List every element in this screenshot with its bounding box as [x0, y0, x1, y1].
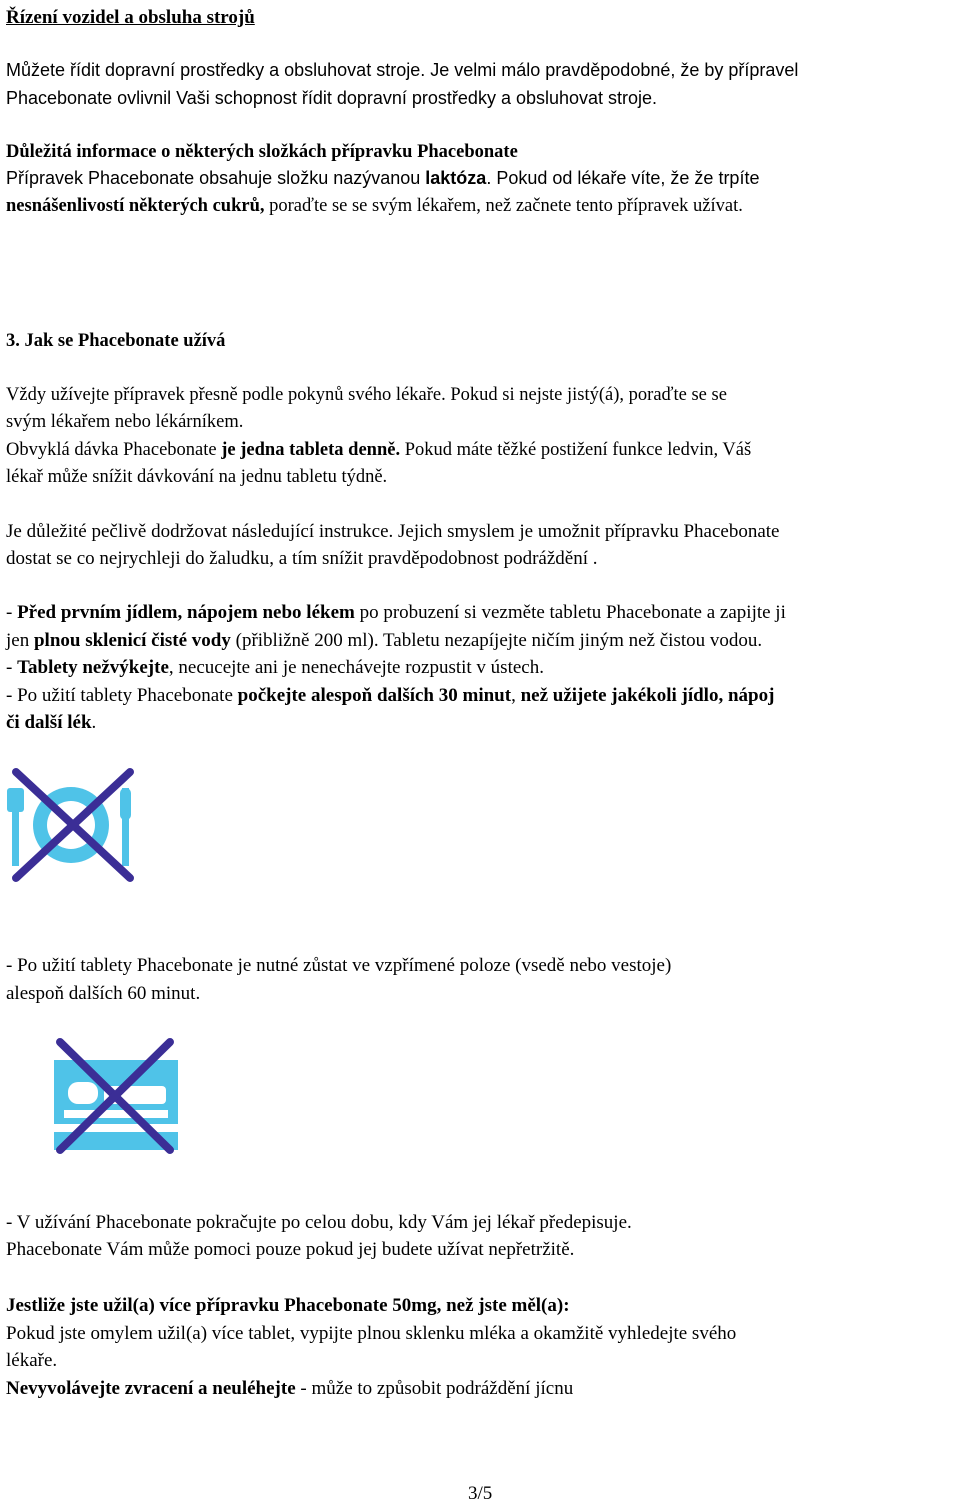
instruction-line: jen plnou sklenicí čisté vody (přibližně 200 ml). Tabletu nezapíjejte ničím jiným než čistou vodou.: [6, 630, 763, 651]
instruction-line: - Před prvním jídlem, nápojem nebo lékem po probuzení si vezměte tabletu Phacebonate a zapijte ji: [6, 602, 786, 623]
paragraph-line: svým lékařem nebo lékárníkem.: [6, 412, 244, 432]
section-heading-overdose: Jestliže jste užil(a) více přípravku Phacebonate 50mg, než jste měl(a):: [6, 1295, 570, 1316]
section-heading-usage: 3. Jak se Phacebonate užívá: [6, 331, 226, 351]
paragraph-line: dostat se co nejrychleji do žaludku, a tím snížit pravděpodobnost podráždění .: [6, 548, 598, 569]
crossed-plate-icon: [4, 766, 138, 884]
paragraph-line: Phacebonate ovlivnil Vaši schopnost řídit dopravní prostředky a obsluhovat stroje.: [6, 88, 658, 108]
section-heading-driving: Řízení vozidel a obsluha strojů: [6, 7, 255, 28]
instruction-line: či další lék.: [6, 712, 97, 733]
paragraph-line: Pokud jste omylem užil(a) více tablet, vypijte plnou sklenku mléka a okamžitě vyhledejte svého: [6, 1323, 737, 1344]
paragraph-line: nesnášenlivostí některých cukrů, poraďte se se svým lékařem, než začnete tento přípravek užívat.: [6, 196, 743, 216]
instruction-line: - Tablety nežvýkejte, necucejte ani je nenechávejte rozpustit v ústech.: [6, 657, 544, 678]
section-heading-ingredients: Důležitá informace o některých složkách přípravku Phacebonate: [6, 142, 518, 162]
paragraph-line: Je důležité pečlivě dodržovat následující instrukce. Jejich smyslem je umožnit přípravku Phacebonate: [6, 521, 780, 542]
paragraph-line: lékař může snížit dávkování na jednu tabletu týdně.: [6, 467, 388, 487]
instruction-line: - Po užití tablety Phacebonate je nutné zůstat ve vzpřímené poloze (vsedě nebo vestoje): [6, 955, 672, 976]
paragraph-line: Nevyvolávejte zvracení a neuléhejte - může to způsobit podráždění jícnu: [6, 1378, 574, 1399]
instruction-line: Phacebonate Vám může pomoci pouze pokud jej budete užívat nepřetržitě.: [6, 1239, 575, 1260]
page-number: 3/5: [468, 1483, 493, 1504]
paragraph-line: Přípravek Phacebonate obsahuje složku nazývanou laktóza. Pokud od lékaře víte, že že trpíte: [6, 168, 760, 188]
instruction-line: - V užívání Phacebonate pokračujte po celou dobu, kdy Vám jej lékař předepisuje.: [6, 1212, 632, 1233]
paragraph-line: Obvyklá dávka Phacebonate je jedna tableta denně. Pokud máte těžké postižení funkce ledvin, Váš: [6, 440, 752, 460]
paragraph-line: Vždy užívejte přípravek přesně podle pokynů svého lékaře. Pokud si nejste jistý(á), poraďte se se: [6, 385, 727, 405]
instruction-line: alespoň dalších 60 minut.: [6, 983, 201, 1004]
crossed-bed-icon: [50, 1034, 182, 1156]
instruction-line: - Po užití tablety Phacebonate počkejte alespoň dalších 30 minut, než užijete jakékoli jídlo, nápoj: [6, 685, 775, 706]
paragraph-line: Můžete řídit dopravní prostředky a obsluhovat stroje. Je velmi málo pravděpodobné, že by přípravel: [6, 60, 799, 80]
paragraph-line: lékaře.: [6, 1350, 58, 1371]
